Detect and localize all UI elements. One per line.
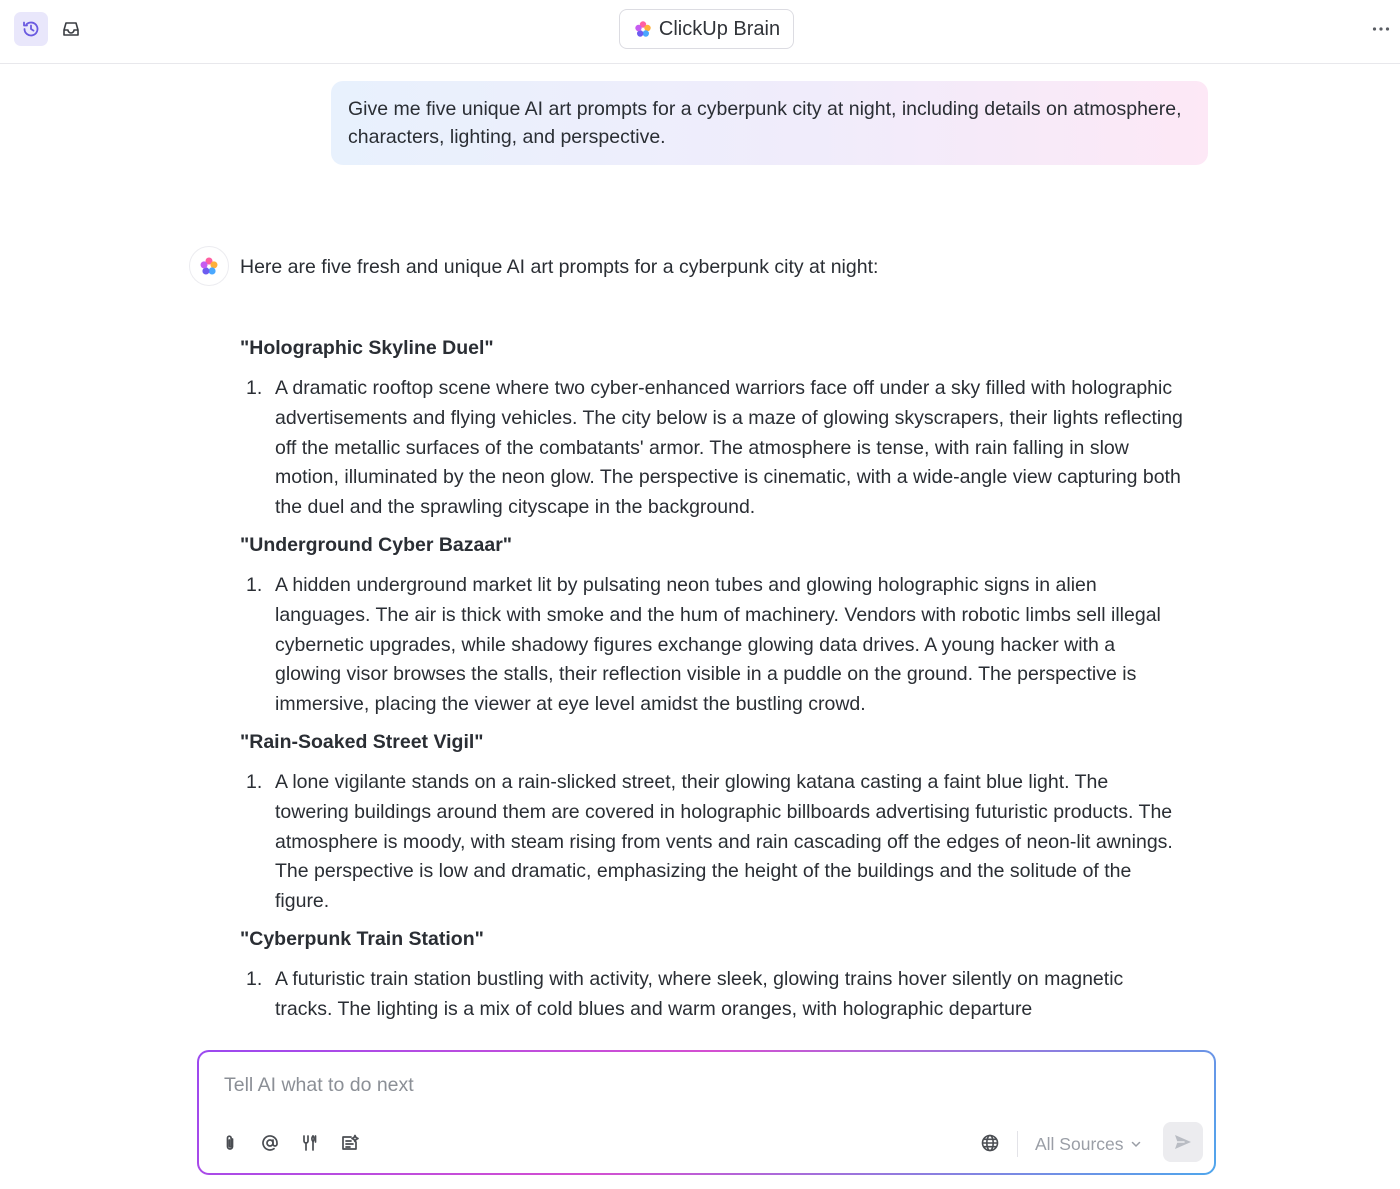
prompt-block [240, 728, 1200, 917]
note-icon [340, 1133, 360, 1153]
tools-icon [300, 1133, 320, 1153]
history-icon [21, 19, 41, 39]
prompt-title: "Underground Cyber Bazaar" [240, 533, 513, 556]
mention-icon [260, 1133, 280, 1153]
prompt-block [240, 334, 1200, 523]
composer-divider [1017, 1131, 1018, 1157]
prompt-block [240, 925, 1200, 1024]
more-horizontal-icon [1371, 19, 1391, 39]
history-button[interactable] [14, 12, 48, 46]
sources-label: All Sources [1035, 1133, 1124, 1154]
list-number: 1. [246, 967, 263, 990]
list-number: 1. [246, 573, 263, 596]
prompt-title: "Holographic Skyline Duel" [240, 337, 494, 359]
list-number: 1. [246, 377, 263, 399]
prompt-description: A dramatic rooftop scene where two cyber-enhanced warriors face off under a sky filled with holographic advertisements and flying vehicles. The city below is a maze of glowing skyscrapers, their lights reflecting off the metallic surfaces of the combatants' armor. The atmosphere is tense, with rain falling in slow motion, illuminated by the neon glow. The perspective is cinematic, with a wide-angle view capturing both the duel and the sprawling cityscape in the background. [275, 377, 1183, 519]
ai-avatar [189, 246, 229, 286]
prompt-description: A lone vigilante stands on a rain-slicked street, their glowing katana casting a faint blue light. The towering buildings around them are covered in holographic billboards advertising futuristic products. The atmosphere is moody, with steam rising from vents and rain cascading off the edges of neon-lit awnings. The perspective is low and dramatic, emphasizing the height of the buildings and the solitude of the figure. [275, 770, 1173, 913]
attach-icon [220, 1133, 240, 1153]
ai-response-intro: Here are five fresh and unique AI art prompts for a cyberpunk city at night: [240, 256, 879, 278]
inbox-button[interactable] [54, 12, 88, 46]
user-message-bubble [331, 81, 1208, 165]
prompt-description: A futuristic train station bustling with activity, where sleek, glowing trains hover silently on magnetic tracks. The lighting is a mix of cold blues and warm oranges, with holographic departure [275, 967, 1124, 1020]
globe-icon [980, 1133, 1000, 1153]
prompt-title: "Rain-Soaked Street Vigil" [240, 730, 484, 753]
tools-button[interactable] [297, 1130, 323, 1156]
prompt-list-item [240, 374, 1200, 523]
prompt-block [240, 531, 1200, 720]
top-bar [0, 0, 1400, 64]
web-search-button[interactable] [977, 1130, 1003, 1156]
more-options-button[interactable] [1364, 12, 1398, 46]
chevron-down-icon [1130, 1138, 1142, 1150]
inbox-icon [61, 19, 81, 39]
send-button[interactable] [1163, 1122, 1203, 1162]
ai-composer [197, 1050, 1216, 1175]
prompt-description: A hidden underground market lit by pulsating neon tubes and glowing holographic signs in alien languages. The air is thick with smoke and the hum of machinery. Vendors with robotic limbs sell illegal cybernetic upgrades, while shadowy figures exchange glowing data drives. A young hacker with a glowing visor browses the stalls, their reflection visible in a puddle on the ground. The perspective is immersive, placing the viewer at eye level amidst the bustling crowd. [275, 573, 1161, 716]
prompt-title: "Cyberpunk Train Station" [240, 927, 484, 950]
page-title: ClickUp Brain [658, 17, 781, 40]
clickup-brain-logo-icon [633, 19, 653, 39]
brand-title-pill[interactable] [619, 9, 794, 49]
note-button[interactable] [337, 1130, 363, 1156]
prompt-list-item [240, 965, 1200, 1024]
ai-response-body [240, 334, 1200, 1024]
sources-dropdown[interactable] [1035, 1132, 1142, 1156]
prompt-list-item [240, 768, 1200, 917]
mention-button[interactable] [257, 1130, 283, 1156]
clickup-brain-avatar-icon [198, 255, 220, 277]
composer-inner [199, 1052, 1214, 1173]
prompt-list-item [240, 571, 1200, 720]
user-message-text: Give me five unique AI art prompts for a cyberpunk city at night, including details on atmosphere, characters, lighting, and perspective. [348, 98, 1182, 148]
list-number: 1. [246, 770, 263, 793]
send-icon [1173, 1132, 1193, 1152]
prompt-input[interactable] [224, 1070, 1124, 1100]
attach-button[interactable] [217, 1130, 243, 1156]
